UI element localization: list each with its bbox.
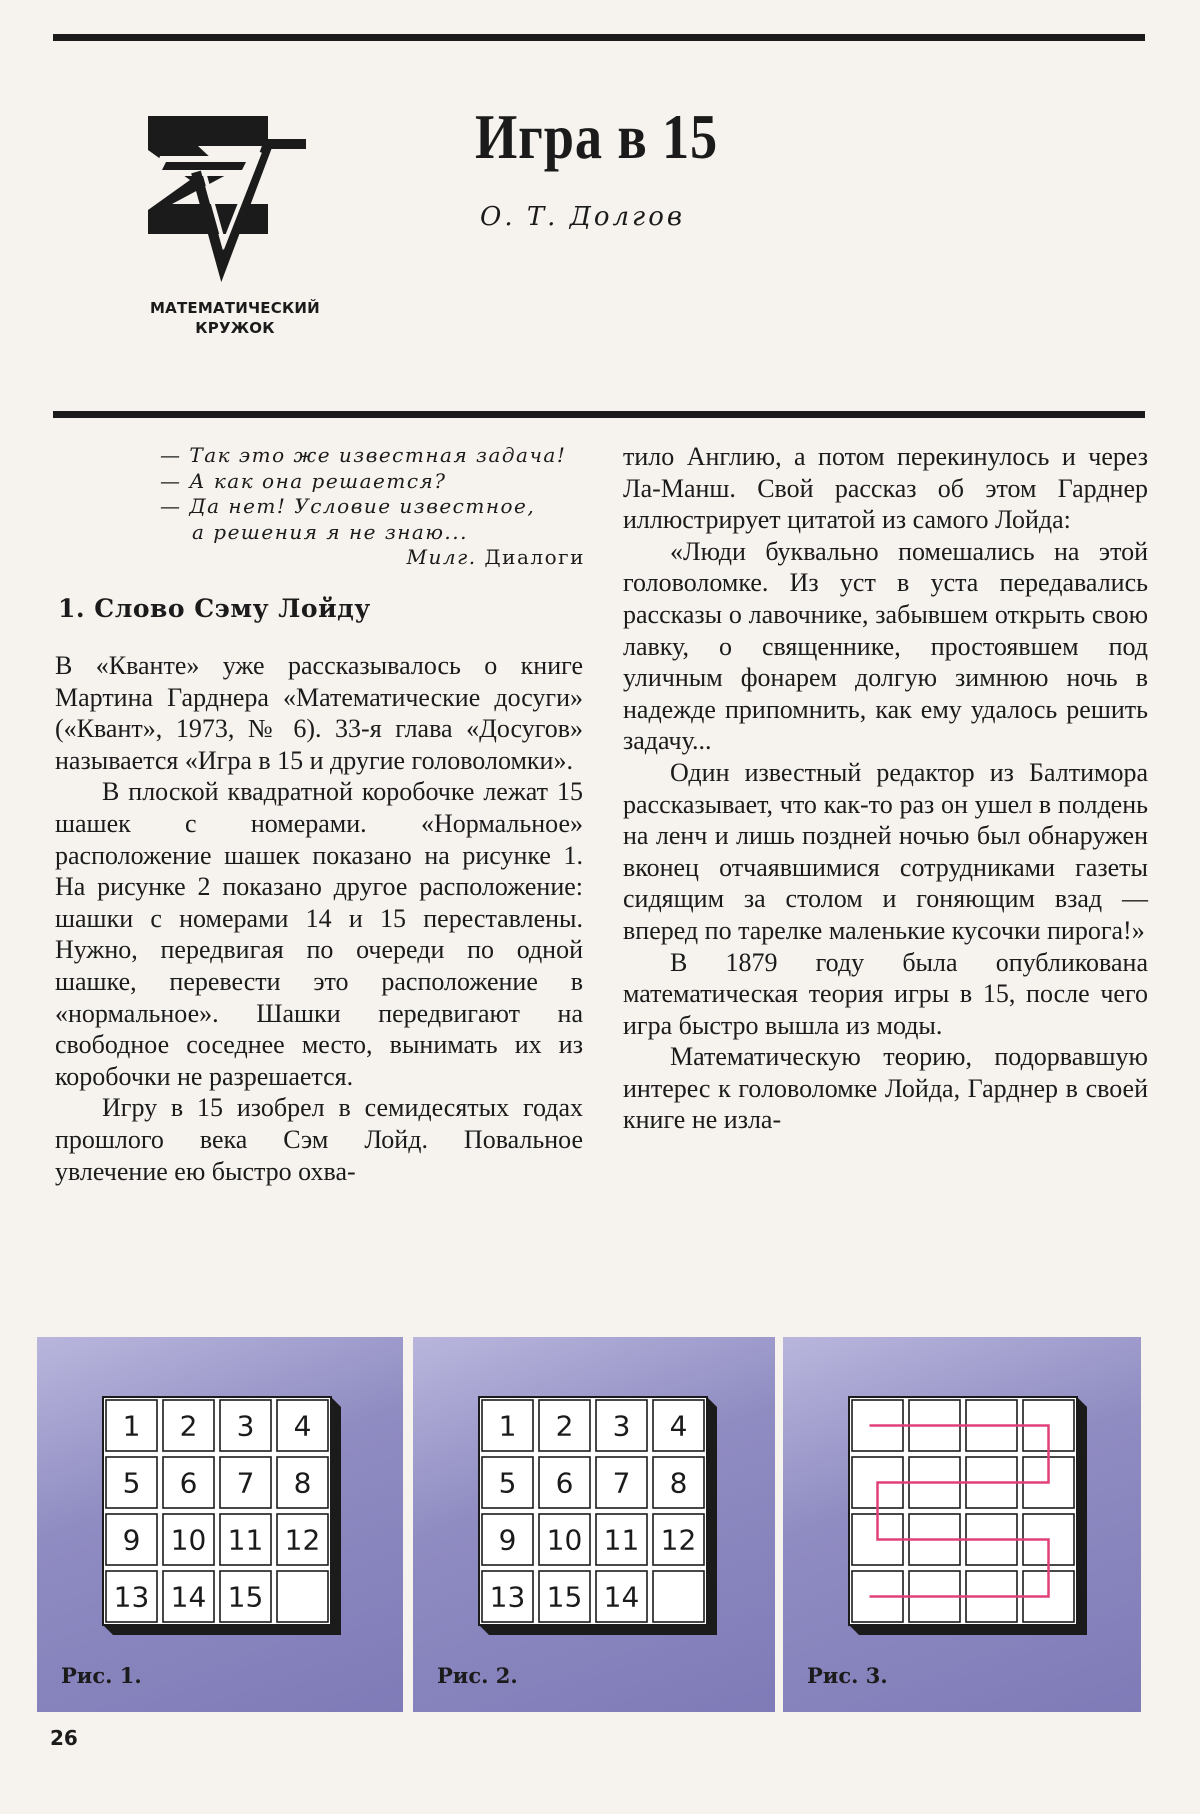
figure-caption: Рис. 1. bbox=[61, 1663, 142, 1688]
tile-number: 9 bbox=[122, 1523, 141, 1557]
puzzle-board-1 bbox=[37, 1337, 409, 1718]
page-number: 26 bbox=[50, 1726, 78, 1750]
tile-number: 14 bbox=[603, 1580, 640, 1614]
tile-number: 8 bbox=[669, 1466, 688, 1500]
tile-number: 2 bbox=[179, 1409, 198, 1443]
tile-number: 2 bbox=[555, 1409, 574, 1443]
header-rule bbox=[53, 411, 1145, 418]
article-author: О. Т. Долгов bbox=[480, 202, 685, 232]
epigraph-line: — Да нет! Условие известное, bbox=[160, 494, 536, 518]
tile bbox=[277, 1571, 328, 1622]
paragraph: тило Англию, а потом перекинулось и через Ла-Манш. Свой рассказ об этом Гарднер иллюстрирует цитатой из самого Лойда: bbox=[623, 442, 1148, 535]
section-heading: 1. Слово Сэму Лойду bbox=[58, 594, 371, 623]
sigma-root-icon bbox=[148, 116, 323, 286]
epigraph-signature bbox=[160, 545, 585, 571]
tile-number: 15 bbox=[546, 1580, 583, 1614]
epigraph-signature-author: Милг. bbox=[406, 545, 477, 569]
logo-caption-line1: МАТЕМАТИЧЕСКИЙ bbox=[150, 299, 320, 317]
tile-number: 4 bbox=[293, 1409, 312, 1443]
tile-number: 10 bbox=[546, 1523, 583, 1557]
tile-number: 5 bbox=[122, 1466, 141, 1500]
paragraph: В «Кванте» уже рассказывалось о книге Мартина Гарднера «Математические досуги» («Квант», 1973, № 6). 33-я глава «Досугов» называется «Игра в 15 и другие головоломки». bbox=[55, 651, 583, 775]
puzzle-board-2 bbox=[413, 1337, 781, 1718]
puzzle-board-3 bbox=[783, 1337, 1147, 1718]
top-rule bbox=[53, 34, 1145, 41]
tile-number: 6 bbox=[179, 1466, 198, 1500]
epigraph bbox=[160, 443, 585, 571]
tile-number: 11 bbox=[227, 1523, 264, 1557]
paragraph: Игру в 15 изобрел в семидесятых годах прошлого века Сэм Лойд. Повальное увлечение ею быстро охва- bbox=[55, 1093, 583, 1186]
tile-number: 13 bbox=[489, 1580, 526, 1614]
epigraph-line: а решения я не знаю... bbox=[192, 519, 469, 544]
tile-number: 1 bbox=[498, 1409, 517, 1443]
tile-number: 8 bbox=[293, 1466, 312, 1500]
tile-number: 7 bbox=[612, 1466, 631, 1500]
epigraph-line: — А как она решается? bbox=[160, 468, 447, 493]
tile-number: 6 bbox=[555, 1466, 574, 1500]
paragraph: В плоской квадратной коробочке лежат 15 шашек с номерами. «Нормальное» расположение шашек показано на рисунке 1. На рисунке 2 показано другое расположение: шашки с номерами 14 и 15 переставлены. Нужно, передвигая по очереди по одной шашке, перевести это расположение в «нормальное». Шашки передвигают на свободное соседнее место, вынимать их из коробочки не разрешается. bbox=[55, 777, 583, 1091]
tile-number: 12 bbox=[284, 1523, 321, 1557]
tile-number: 3 bbox=[612, 1409, 631, 1443]
paragraph: В 1879 году была опубликована математическая теория игры в 15, после чего игра быстро вышла из моды. bbox=[623, 947, 1148, 1040]
math-circle-logo bbox=[130, 110, 340, 340]
logo-caption bbox=[130, 298, 340, 338]
body-column-left bbox=[55, 650, 583, 1187]
tile-number: 5 bbox=[498, 1466, 517, 1500]
tile-number: 9 bbox=[498, 1523, 517, 1557]
figure-caption: Рис. 3. bbox=[807, 1663, 888, 1688]
tile-number: 3 bbox=[236, 1409, 255, 1443]
tile-number: 15 bbox=[227, 1580, 264, 1614]
paragraph: «Люди буквально помешались на этой головоломке. Из уст в уста передавались рассказы о лавочнике, забывшем открыть свою лавку, о священнике, простоявшем под уличным фонарем долгую зимнюю ночь в надежде припомнить, как ему удалось решить задачу... bbox=[623, 536, 1148, 756]
tile-number: 13 bbox=[113, 1580, 150, 1614]
paragraph: Математическую теорию, подорвавшую интерес к головоломке Лойда, Гарднер в своей книге не изла- bbox=[623, 1042, 1148, 1135]
tile-number: 4 bbox=[669, 1409, 688, 1443]
epigraph-line: — Так это же известная задача! bbox=[160, 443, 567, 467]
tile bbox=[653, 1571, 704, 1622]
figure-1 bbox=[34, 1334, 406, 1715]
tile-number: 10 bbox=[170, 1523, 207, 1557]
tile-number: 14 bbox=[170, 1580, 207, 1614]
tile-number: 11 bbox=[603, 1523, 640, 1557]
tile-number: 1 bbox=[122, 1409, 141, 1443]
paragraph: Один известный редактор из Балтимора рассказывает, что как-то раз он ушел в полдень на ленч и лишь поздней ночью был обнаружен вконец отчаявшимися сотрудниками газеты сидящим за столом и гоняющим взад — вперед по тарелке маленькие кусочки пирога!» bbox=[623, 757, 1148, 945]
body-column-right bbox=[623, 441, 1148, 1136]
epigraph-signature-source: Диалоги bbox=[484, 545, 585, 569]
figure-3 bbox=[780, 1334, 1144, 1715]
tile-number: 7 bbox=[236, 1466, 255, 1500]
figure-caption: Рис. 2. bbox=[437, 1663, 518, 1688]
figure-2 bbox=[410, 1334, 778, 1715]
tile-number: 12 bbox=[660, 1523, 697, 1557]
article-title: Игра в 15 bbox=[475, 101, 719, 172]
logo-caption-line2: КРУЖОК bbox=[195, 319, 275, 337]
